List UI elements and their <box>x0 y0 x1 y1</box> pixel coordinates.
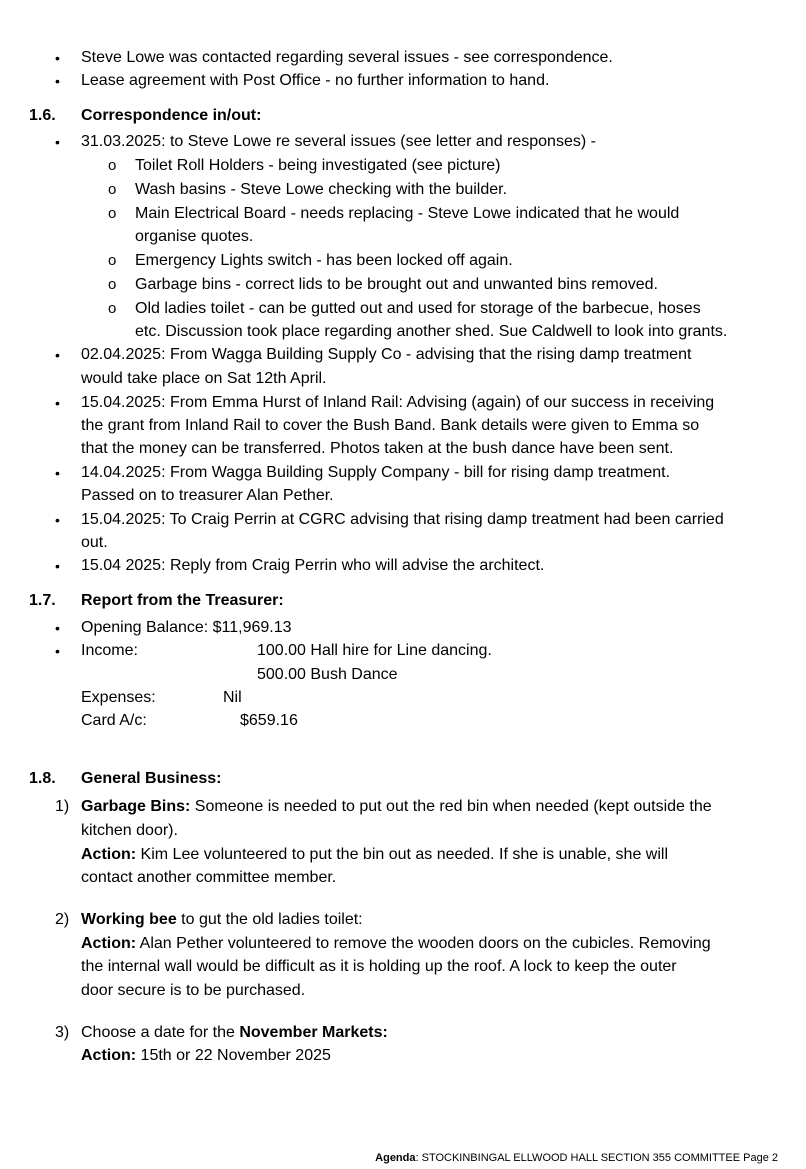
action-text: Kim Lee volunteered to put the bin out as needed. If she is unable, she will <box>136 846 669 863</box>
sub-item: Emergency Lights switch - has been locked off again. <box>135 252 513 269</box>
business-item <box>81 1023 388 1043</box>
section-title: General Business: <box>81 770 222 787</box>
sub-item: Old ladies toilet - can be gutted out and used for storage of the barbecue, hoses <box>135 300 701 317</box>
bullet-icon: • <box>55 395 60 411</box>
section-number: 1.6. <box>29 107 56 124</box>
business-item <box>81 910 363 930</box>
correspondence-item-lead: 31.03.2025: to Steve Lowe re several issues (see letter and responses) - <box>81 133 596 150</box>
sub-item: Main Electrical Board - needs replacing - Steve Lowe indicated that he would <box>135 205 680 222</box>
footer-text: : STOCKINBINGAL ELLWOOD HALL SECTION 355 COMMITTEE Page 2 <box>415 1152 778 1164</box>
income-line: 100.00 Hall hire for Line dancing. <box>257 642 492 659</box>
card-value: $659.16 <box>240 712 298 729</box>
item-text: Choose a date for the <box>81 1024 240 1041</box>
action-cont: the internal wall would be difficult as it is holding up the roof. A lock to keep the outer <box>81 958 677 975</box>
item-text: to gut the old ladies toilet: <box>176 911 363 928</box>
bullet-icon: • <box>55 73 60 89</box>
list-number: 2) <box>55 911 70 928</box>
correspondence-item-cont: out. <box>81 534 108 551</box>
action-line <box>81 845 668 865</box>
list-number: 1) <box>55 798 70 815</box>
bullet-icon: • <box>55 620 60 636</box>
expenses-value: Nil <box>223 689 242 706</box>
sub-bullet-icon: o <box>108 205 117 222</box>
action-line <box>81 934 711 954</box>
sub-bullet-icon: o <box>108 252 117 269</box>
bullet-icon: • <box>55 50 60 66</box>
intro-bullet-1: Steve Lowe was contacted regarding several issues - see correspondence. <box>81 49 613 66</box>
item-bold-label: Working bee <box>81 911 177 928</box>
correspondence-item: 14.04.2025: From Wagga Building Supply Company - bill for rising damp treatment. <box>81 464 671 481</box>
list-number: 3) <box>55 1024 70 1041</box>
income-line: 500.00 Bush Dance <box>257 666 398 683</box>
bullet-icon: • <box>55 512 60 528</box>
bullet-icon: • <box>55 558 60 574</box>
correspondence-item: 15.04 2025: Reply from Craig Perrin who will advise the architect. <box>81 557 545 574</box>
action-label: Action: <box>81 846 137 863</box>
intro-bullet-2: Lease agreement with Post Office - no further information to hand. <box>81 72 550 89</box>
action-cont: contact another committee member. <box>81 869 337 886</box>
bullet-icon: • <box>55 347 60 363</box>
income-label: Income: <box>81 642 138 659</box>
action-text: Alan Pether volunteered to remove the wooden doors on the cubicles. Removing <box>136 935 711 952</box>
section-number: 1.8. <box>29 770 56 787</box>
sub-item: Wash basins - Steve Lowe checking with the builder. <box>135 181 508 198</box>
correspondence-item: 15.04.2025: To Craig Perrin at CGRC advising that rising damp treatment had been carried <box>81 511 724 528</box>
item-bold-label: Garbage Bins: <box>81 798 191 815</box>
correspondence-item: 02.04.2025: From Wagga Building Supply Co - advising that the rising damp treatment <box>81 346 692 363</box>
sub-item-cont: etc. Discussion took place regarding another shed. Sue Caldwell to look into grants. <box>135 323 728 340</box>
bullet-icon: • <box>55 134 60 150</box>
correspondence-item-cont: the grant from Inland Rail to cover the Bush Band. Bank details were given to Emma so <box>81 417 700 434</box>
correspondence-item-cont: that the money can be transferred. Photos taken at the bush dance have been sent. <box>81 440 674 457</box>
correspondence-item-cont: Passed on to treasurer Alan Pether. <box>81 487 334 504</box>
bullet-icon: • <box>55 643 60 659</box>
action-label: Action: <box>81 935 137 952</box>
sub-bullet-icon: o <box>108 276 117 293</box>
business-item-cont: kitchen door). <box>81 822 178 839</box>
sub-bullet-icon: o <box>108 300 117 317</box>
section-title: Report from the Treasurer: <box>81 592 284 609</box>
opening-balance: Opening Balance: $11,969.13 <box>81 619 292 636</box>
correspondence-item-cont: would take place on Sat 12th April. <box>81 370 327 387</box>
action-line <box>81 1046 331 1066</box>
action-text: 15th or 22 November 2025 <box>136 1047 331 1064</box>
sub-bullet-icon: o <box>108 181 117 198</box>
action-label: Action: <box>81 1047 137 1064</box>
expenses-label: Expenses: <box>81 689 156 706</box>
card-label: Card A/c: <box>81 712 147 729</box>
item-bold-label: November Markets: <box>239 1024 388 1041</box>
section-title: Correspondence in/out: <box>81 107 262 124</box>
action-cont: door secure is to be purchased. <box>81 982 306 999</box>
sub-item: Garbage bins - correct lids to be brought out and unwanted bins removed. <box>135 276 658 293</box>
page-footer <box>375 1151 778 1165</box>
sub-bullet-icon: o <box>108 157 117 174</box>
sub-item-cont: organise quotes. <box>135 228 254 245</box>
section-number: 1.7. <box>29 592 56 609</box>
bullet-icon: • <box>55 465 60 481</box>
item-text: Someone is needed to put out the red bin when needed (kept outside the <box>190 798 712 815</box>
footer-label: Agenda <box>375 1152 416 1164</box>
business-item <box>81 797 712 817</box>
sub-item: Toilet Roll Holders - being investigated (see picture) <box>135 157 501 174</box>
correspondence-item: 15.04.2025: From Emma Hurst of Inland Rail: Advising (again) of our success in receiving <box>81 394 715 411</box>
